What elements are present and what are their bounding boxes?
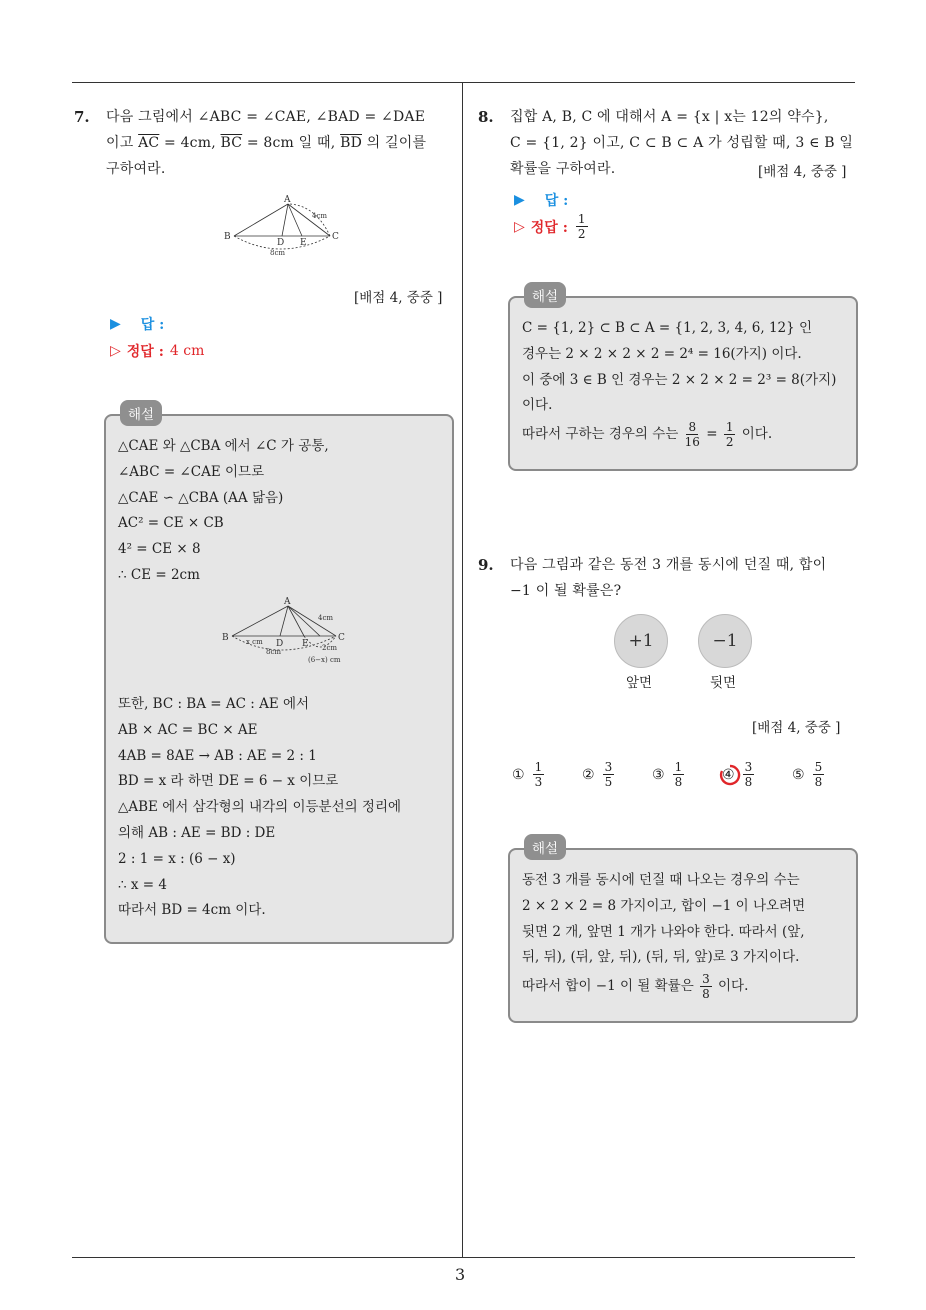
fraction <box>533 760 545 789</box>
fig2-line-extra <box>288 606 320 636</box>
q7-line2-end: 의 길이를 <box>362 135 427 151</box>
fig-label-b: B <box>224 232 231 242</box>
q7-explain2-line-4: BD = x 라 하면 DE = 6 − x 이므로 <box>118 773 339 790</box>
fig-line-ad <box>282 204 288 236</box>
q7-correct-value: 4 cm <box>169 343 205 359</box>
fig2-label-l5: (6−x) cm <box>308 656 341 664</box>
fraction <box>700 972 712 1001</box>
fig-line-ae <box>288 204 302 236</box>
q9-explanation-box <box>508 841 858 1023</box>
fig2-line-ab <box>232 606 288 636</box>
q8-explain-line-4: 이다. <box>522 397 553 414</box>
seg-bc: $\overline{BC}$ <box>220 135 243 151</box>
column-divider <box>462 82 463 1258</box>
fig-line-ab <box>234 204 288 236</box>
fig-label-e: E <box>300 238 307 248</box>
frac-den: 2 <box>725 435 734 450</box>
coin-back-label: 뒷면 <box>710 675 737 691</box>
q7-answer-row <box>110 314 164 334</box>
fig2-label-e: E <box>302 639 309 649</box>
coin-front-label: 앞면 <box>626 675 653 691</box>
q9-number: 9. <box>478 556 494 574</box>
seg-bd: $\overline{BD}$ <box>340 135 362 151</box>
fig-label-ac-len: 4cm <box>312 212 328 220</box>
fig2-label-l4: 8cm <box>266 648 282 656</box>
q7-answer-label: 답 : <box>140 317 165 333</box>
fig2-line-ae <box>288 606 304 636</box>
frac-den: 2 <box>577 227 586 241</box>
frac-num: 1 <box>674 760 683 774</box>
frac-den: 16 <box>684 435 700 450</box>
q7-explain2-line-8: ∴ x = 4 <box>118 876 167 893</box>
coin-front <box>614 614 668 668</box>
q9-question <box>510 552 860 604</box>
q8-correct-row <box>514 212 590 241</box>
q7-explain-figure <box>220 596 360 672</box>
fraction <box>743 760 755 789</box>
fig2-label-l1: 4cm <box>318 614 334 622</box>
frac-num: 3 <box>702 972 710 987</box>
q8-explain-last-prefix: 따라서 구하는 경우의 수는 <box>522 426 679 443</box>
q7-correct-row <box>110 341 204 361</box>
frac-den: 8 <box>814 775 823 789</box>
fraction <box>813 760 825 789</box>
q9-explain-line-3: 뒷면 2 개, 앞면 1 개가 나와야 한다. 따라서 (앞, <box>522 923 805 940</box>
q7-line2-prefix: 이고 <box>106 135 139 151</box>
q7-explain2-line-7: 2 : 1 = x : (6 − x) <box>118 850 236 867</box>
q8-explain-tag: 해설 <box>524 282 566 308</box>
fraction <box>603 760 615 789</box>
q7-explain-line-1: △CAE 와 △CBA 에서 ∠C 가 공통, <box>118 438 329 454</box>
q7-explain2-line-3: 4AB = 8AE → AB : AE = 2 : 1 <box>118 747 317 764</box>
frac-num: 3 <box>604 760 613 774</box>
choice-2[interactable] <box>582 760 616 789</box>
fig2-label-l2: x cm <box>246 638 263 646</box>
q9-explain-last-prefix: 따라서 합이 −1 이 될 확률은 <box>522 978 694 995</box>
choice-mark: ⑤ <box>792 766 805 783</box>
fig-label-a: A <box>284 195 291 205</box>
q8-correct-label: 정답 : <box>530 219 568 236</box>
q7-explanation-box <box>104 407 454 944</box>
q9-explain-last-suffix: 이다. <box>718 978 749 995</box>
q7-line3: 구하여라. <box>106 161 166 177</box>
q7-explain2-line-5: △ABE 에서 삼각형의 내각의 이등분선의 정리에 <box>118 799 402 816</box>
fig-label-d: D <box>277 238 285 248</box>
q7-explain2-line-2: AB × AC = BC × AE <box>118 721 258 738</box>
q8-line2: C = {1, 2} 이고, C ⊂ B ⊂ A 가 성립할 때, 3 ∈ B 일 <box>510 135 854 151</box>
fig2-label-d: D <box>276 639 284 649</box>
frac-den: 8 <box>674 775 683 789</box>
frac-num: 3 <box>744 760 753 774</box>
frac-num: 8 <box>688 420 697 435</box>
q7-figure <box>220 192 350 258</box>
q7-explain-line-6: ∴ CE = 2cm <box>118 566 200 583</box>
frac-num: 1 <box>725 420 734 435</box>
q7-explain-tag: 해설 <box>120 400 162 426</box>
q8-correct-fraction <box>576 212 588 241</box>
q8-explanation-box <box>508 289 858 471</box>
frac-den: 8 <box>744 775 753 789</box>
choice-4[interactable] <box>722 760 756 789</box>
top-rule <box>72 82 855 83</box>
q9-line2: −1 이 될 확률은? <box>510 583 622 599</box>
fig2-line-ad <box>280 606 288 636</box>
q7-line2-mid2: = 8cm 일 때, <box>242 135 341 151</box>
q9-explain-line-5 <box>522 971 846 1001</box>
play-icon: ▶ <box>110 316 121 332</box>
q7-meta: [배점 4, 중중 ] <box>354 290 443 306</box>
q9-explain-tag: 해설 <box>524 834 566 860</box>
fig2-label-b: B <box>222 633 229 643</box>
coin-back <box>698 614 752 668</box>
play-outline-icon: ▷ <box>110 343 121 359</box>
q7-explain-line-4: AC² = CE × CB <box>118 515 224 532</box>
choice-mark: ③ <box>652 766 665 783</box>
fig-line-ac <box>288 204 330 236</box>
frac-num: 1 <box>534 760 543 774</box>
q8-explain-line-2: 경우는 2 × 2 × 2 × 2 = 2⁴ = 16(가지) 이다. <box>522 345 802 362</box>
q9-explain-line-1: 동전 3 개를 동시에 던질 때 나오는 경우의 수는 <box>522 872 800 888</box>
q8-explain-line-1: C = {1, 2} ⊂ B ⊂ A = {1, 2, 3, 4, 6, 12} 인 <box>522 320 813 336</box>
q7-explain-line-2: ∠ABC = ∠CAE 이므로 <box>118 463 265 480</box>
q8-explain-line-3: 이 중에 3 ∈ B 인 경우는 2 × 2 × 2 = 2³ = 8(가지) <box>522 371 837 388</box>
q9-line1: 다음 그림과 같은 동전 3 개를 동시에 던질 때, 합이 <box>510 557 827 573</box>
choice-1[interactable] <box>512 760 546 789</box>
q7-explain-line-3: △CAE ∽ △CBA (AA 닮음) <box>118 489 284 506</box>
bottom-rule <box>72 1257 855 1258</box>
frac-den: 8 <box>702 987 710 1002</box>
q7-explain2-line-6: 의해 AB : AE = BD : DE <box>118 824 276 841</box>
q7-explain2-line-1: 또한, BC : BA = AC : AE 에서 <box>118 696 310 712</box>
fig2-label-l3: 2cm <box>322 644 338 652</box>
coin-front-value: +1 <box>628 631 654 651</box>
page-number: 3 <box>455 1265 466 1284</box>
fig2-label-a: A <box>284 597 291 607</box>
choice-mark: ② <box>582 766 595 783</box>
fraction <box>724 420 736 449</box>
q8-line1: 집합 A, B, C 에 대해서 A = {x | x는 12의 약수}, <box>510 109 829 125</box>
q7-explain-line-5: 4² = CE × 8 <box>118 541 201 558</box>
q7-number: 7. <box>74 108 90 126</box>
choice-4-mark-wrap <box>722 767 735 783</box>
q8-line3: 확률을 구하여라. <box>510 161 616 177</box>
q8-answer-row <box>514 190 568 210</box>
q7-question <box>106 104 456 182</box>
q9-meta: [배점 4, 중중 ] <box>752 720 841 736</box>
frac-den: 5 <box>604 775 613 789</box>
q7-line1: 다음 그림에서 ∠ABC = ∠CAE, ∠BAD = ∠DAE <box>106 109 426 125</box>
play-outline-icon: ▷ <box>514 218 525 235</box>
q8-number: 8. <box>478 108 494 126</box>
play-icon: ▶ <box>514 192 525 208</box>
q7-explain2-line-9: 따라서 BD = 4cm 이다. <box>118 902 266 919</box>
q7-correct-label: 정답 : <box>126 344 164 360</box>
fig-label-c: C <box>332 232 339 242</box>
q8-explain-last-suffix: 이다. <box>741 426 773 443</box>
frac-num: 1 <box>577 212 586 226</box>
fig2-label-c: C <box>338 633 345 643</box>
choice-5[interactable] <box>792 760 826 789</box>
q8-answer-label: 답 : <box>544 193 569 209</box>
coin-back-value: −1 <box>712 631 738 651</box>
choice-mark: ① <box>512 766 525 783</box>
seg-ac: $\overline{AC}$ <box>138 135 160 151</box>
fraction <box>685 420 700 449</box>
q7-line2-mid1: = 4cm, <box>159 135 221 151</box>
equals-sign: = <box>706 426 718 443</box>
selected-circle-icon <box>718 763 742 787</box>
fig-label-bc-len: 8cm <box>270 249 286 257</box>
q7-line2 <box>106 130 456 156</box>
q8-meta: [배점 4, 중중 ] <box>758 164 847 180</box>
frac-den: 3 <box>534 775 543 789</box>
q9-explain-line-4: 뒤, 뒤), (뒤, 앞, 뒤), (뒤, 뒤, 앞)로 3 가지이다. <box>522 949 800 966</box>
q8-explain-line-5 <box>522 419 846 449</box>
frac-num: 5 <box>814 760 823 774</box>
choice-3[interactable] <box>652 760 686 789</box>
q9-explain-line-2: 2 × 2 × 2 = 8 가지이고, 합이 −1 이 나오려면 <box>522 897 806 914</box>
choice-mark: ④ <box>722 766 735 783</box>
fraction <box>673 760 685 789</box>
